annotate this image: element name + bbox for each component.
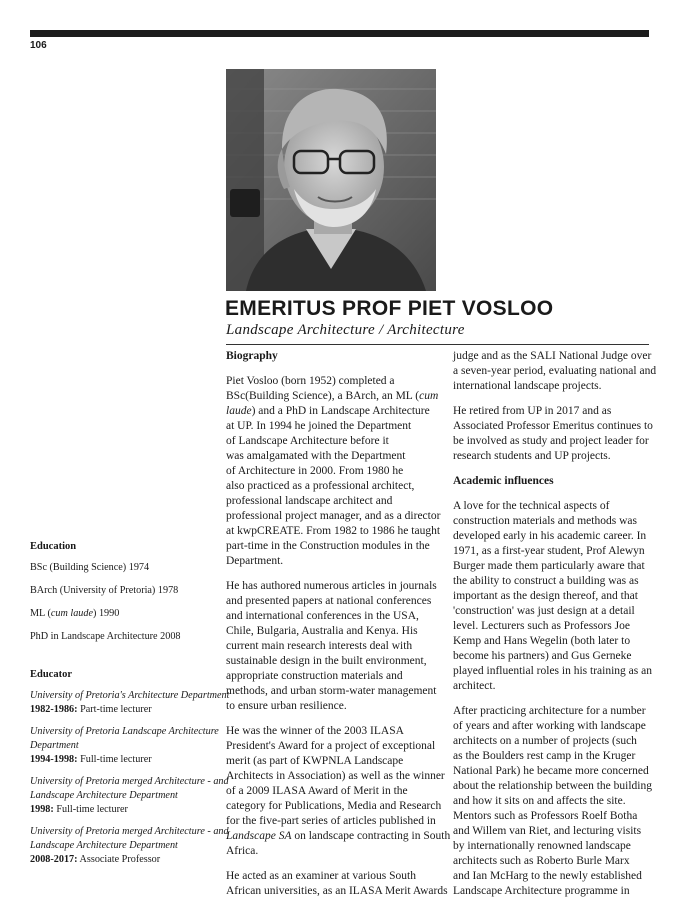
role-line: 2008-2017: Associate Professor <box>30 854 161 865</box>
text-line: was amalgamated with the Department <box>226 450 406 462</box>
text-line: become his partners) and Gus Gerneke <box>453 650 632 662</box>
biography-paragraph <box>226 724 451 859</box>
text-line: architect. <box>453 680 496 692</box>
text-line: Department. <box>226 555 284 567</box>
institution-line: University of Pretoria merged Architecture - and <box>30 776 229 787</box>
text-line: architects such as Roberto Burle Marx <box>453 855 630 867</box>
portrait-image <box>226 69 436 291</box>
header-divider <box>226 344 649 345</box>
text-line: and Willem van Riet, and lecturing visits <box>453 825 642 837</box>
text-line: sustainable design in the built environment, <box>226 655 427 667</box>
text-line: He retired from UP in 2017 and as <box>453 405 612 417</box>
text-line: National Park) he became more concerned <box>453 765 649 777</box>
text-line: and international conferences in the USA, <box>226 610 419 622</box>
text-line: 'construction' was just design at a detail <box>453 605 635 617</box>
education-heading: Education <box>30 541 77 552</box>
educator-item <box>30 689 230 717</box>
text-line: of Architecture in 2000. From 1980 he <box>226 465 404 477</box>
text-line: BSc(Building Science), a BArch, an ML (cum <box>226 390 439 402</box>
text-line: research students and UP projects. <box>453 450 611 462</box>
text-line: current main research interests deal with <box>226 640 413 652</box>
text-line: He has authored numerous articles in journals <box>226 580 437 592</box>
academic-influences-heading: Academic influences <box>453 475 554 487</box>
text-line: Landscape SA on landscape contracting in South <box>226 830 451 842</box>
text-line: African universities, as an ILASA Merit Awards <box>226 885 448 897</box>
text-line: professional landscape architect and <box>226 495 393 507</box>
text-line: category for Publications, Media and Research <box>226 800 442 812</box>
right-column <box>453 349 657 909</box>
role-line: 1994-1998: Full-time lecturer <box>30 754 152 765</box>
text-line: methods, and urban storm-water management <box>226 685 437 697</box>
text-line: at kwpCREATE. From 1982 to 1986 he taught <box>226 525 441 537</box>
text-line: Africa. <box>226 845 259 857</box>
text-line: international landscape projects. <box>453 380 602 392</box>
text-line: be involved as study and project leader for <box>453 435 649 447</box>
text-line: Mentors such as Professors Roelf Botha <box>453 810 638 822</box>
educator-heading: Educator <box>30 669 72 680</box>
academic-influences-text <box>453 499 651 899</box>
text-line: and presented papers at national conferences <box>226 595 432 607</box>
institution-line: Landscape Architecture Department <box>30 790 178 801</box>
educator-item <box>30 775 229 817</box>
text-line: level. Lecturers such as Professors Joe <box>453 620 630 632</box>
text-line: to ensure urban resilience. <box>226 700 347 712</box>
text-line: Kemp and Hans Wegelin (both later to <box>453 635 631 647</box>
text-line: construction materials and methods was <box>453 515 637 527</box>
text-line: at UP. In 1994 he joined the Department <box>226 420 412 432</box>
text-line: He acted as an examiner at various South <box>226 870 417 882</box>
text-line: architects on a number of projects (such <box>453 735 637 747</box>
text-line: appropriate construction materials and <box>226 670 403 682</box>
educator-item <box>30 825 229 867</box>
biography-column <box>226 349 451 909</box>
role-line: 1982-1986: Part-time lecturer <box>30 704 152 715</box>
text-line: part-time in the Construction modules in the <box>226 540 430 552</box>
biography-heading: Biography <box>226 350 278 362</box>
biography-paragraph <box>453 349 657 394</box>
education-item: PhD in Landscape Architecture 2008 <box>30 631 181 642</box>
biography-paragraph <box>226 869 448 899</box>
text-line: the ability to construct a building was as <box>453 575 639 587</box>
text-line: laude) and a PhD in Landscape Architecture <box>226 405 430 417</box>
text-line: by internationally renowned landscape <box>453 840 631 852</box>
text-line: of years and after working with landscape <box>453 720 646 732</box>
text-line: Burger made them particularly aware that <box>453 560 645 572</box>
biography-paragraph <box>226 579 438 714</box>
text-line: for the five-part series of articles published in <box>226 815 436 827</box>
biography-text <box>226 374 451 899</box>
text-line: about the relationship between the building <box>453 780 652 792</box>
educator-list <box>30 689 230 867</box>
biography-paragraph <box>226 374 441 569</box>
discipline-subtitle: Landscape Architecture / Architecture <box>226 322 465 338</box>
text-line: After practicing architecture for a number <box>453 705 646 717</box>
text-line: important as the design thereof, and that <box>453 590 638 602</box>
education-item: BSc (Building Science) 1974 <box>30 562 150 573</box>
education-item: ML (cum laude) 1990 <box>30 608 120 619</box>
text-line: Piet Vosloo (born 1952) completed a <box>226 375 395 387</box>
biography-paragraph <box>453 404 651 464</box>
portrait-photo <box>226 69 436 291</box>
text-line: a seven-year period, evaluating national and <box>453 365 657 377</box>
role-line: 1998: Full-time lecturer <box>30 804 128 815</box>
text-line: judge and as the SALI National Judge over <box>453 350 652 362</box>
institution-line: University of Pretoria's Architecture Department <box>30 690 230 701</box>
text-line: Chile, Bulgaria, Australia and Kenya. His <box>226 625 418 637</box>
text-line: played influential roles in his training as an <box>453 665 652 677</box>
educator-item <box>30 725 219 767</box>
text-line: A love for the technical aspects of <box>453 500 610 512</box>
institution-line: Landscape Architecture Department <box>30 840 178 851</box>
text-line: and Ian McHarg to the newly established <box>453 870 642 882</box>
text-line: merit (as part of KWPNLA Landscape <box>226 755 404 767</box>
text-line: 1971, as a first-year student, Prof Alewyn <box>453 545 645 557</box>
text-line: Associated Professor Emeritus continues to <box>453 420 653 432</box>
person-name: EMERITUS PROF PIET VOSLOO <box>225 297 554 320</box>
text-line: President's Award for a project of exceptional <box>226 740 436 752</box>
text-line: Architects in Association) as well as the winner <box>226 770 445 782</box>
top-bar <box>30 30 649 37</box>
text-line: developed early in his academic career. In <box>453 530 647 542</box>
page-number: 106 <box>30 40 47 51</box>
text-line: as the Boulders rest camp in the Kruger <box>453 750 636 762</box>
text-line: Landscape Architecture programme in <box>453 885 630 897</box>
text-line: and how it sits on and affects the site. <box>453 795 626 807</box>
institution-line: University of Pretoria Landscape Architecture <box>30 726 219 737</box>
education-item: BArch (University of Pretoria) 1978 <box>30 585 179 596</box>
text-line: professional project manager, and as a director <box>226 510 441 522</box>
text-line: also practiced as a professional architect, <box>226 480 415 492</box>
influences-paragraph <box>453 499 651 694</box>
institution-line: Department <box>30 740 79 751</box>
education-list <box>30 561 215 644</box>
text-line: of a 2009 ILASA Award of Merit in the <box>226 785 408 797</box>
biography-continued <box>453 349 657 464</box>
sidebar-column <box>30 540 230 875</box>
institution-line: University of Pretoria merged Architecture - and <box>30 826 229 837</box>
text-line: of Landscape Architecture before it <box>226 435 389 447</box>
text-line: He was the winner of the 2003 ILASA <box>226 725 404 737</box>
influences-paragraph <box>453 704 651 899</box>
